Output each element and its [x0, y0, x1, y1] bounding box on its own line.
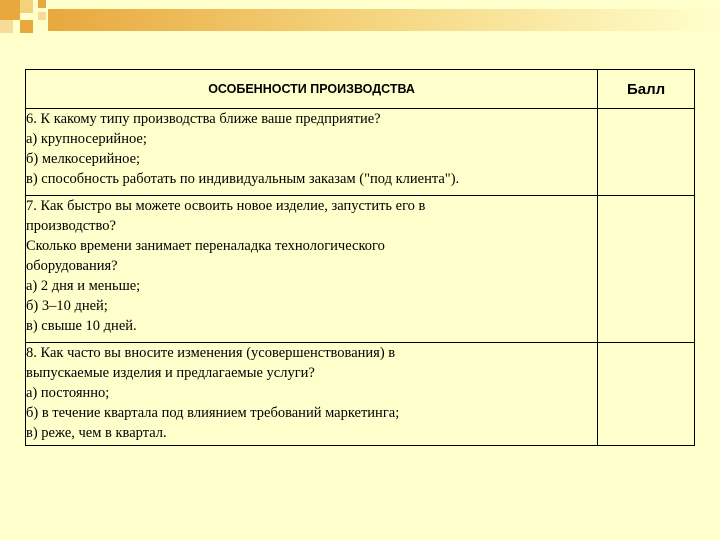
- question-cell: [26, 343, 598, 446]
- question-text: 8. Как часто вы вносите изменения (усовершенствования) в: [26, 345, 396, 361]
- question-text: 7. Как быстро вы можете освоить новое изделие, запустить его в: [26, 198, 426, 214]
- header-gradient-bar: [48, 9, 720, 31]
- question-text: 6. К какому типу производства ближе ваше предприятие?: [26, 111, 381, 127]
- answer-option: а) крупносерийное;: [26, 131, 147, 147]
- corner-decoration: [20, 0, 33, 13]
- answer-option: б) 3–10 дней;: [26, 298, 108, 314]
- questionnaire-table: [25, 69, 695, 446]
- table-row: [26, 196, 695, 343]
- answer-option: в) свыше 10 дней.: [26, 318, 137, 334]
- score-cell[interactable]: [598, 109, 695, 196]
- score-cell[interactable]: [598, 343, 695, 446]
- answer-option: а) 2 дня и меньше;: [26, 278, 141, 294]
- question-text: Сколько времени занимает переналадка технологического: [26, 238, 385, 254]
- corner-decoration: [38, 12, 46, 20]
- question-text: производство?: [26, 218, 116, 234]
- table-row: [26, 343, 695, 446]
- score-cell[interactable]: [598, 196, 695, 343]
- corner-decoration: [0, 20, 13, 33]
- answer-option: б) в течение квартала под влиянием требований маркетинга;: [26, 405, 400, 421]
- answer-option: в) реже, чем в квартал.: [26, 425, 167, 441]
- question-cell: [26, 196, 598, 343]
- table-row: [26, 109, 695, 196]
- question-cell: [26, 109, 598, 196]
- table-header-row: [26, 70, 695, 109]
- corner-decoration: [0, 0, 20, 20]
- answer-option: б) мелкосерийное;: [26, 151, 141, 167]
- answer-option: а) постоянно;: [26, 385, 110, 401]
- question-text: выпускаемые изделия и предлагаемые услуги?: [26, 365, 315, 381]
- corner-decoration: [38, 0, 46, 8]
- answer-option: в) способность работать по индивидуальным заказам ("под клиента").: [26, 171, 460, 187]
- table-header-score: Балл: [598, 70, 695, 109]
- question-text: оборудования?: [26, 258, 118, 274]
- table-header-title: ОСОБЕННОСТИ ПРОИЗВОДСТВА: [26, 70, 598, 109]
- corner-decoration: [20, 20, 33, 33]
